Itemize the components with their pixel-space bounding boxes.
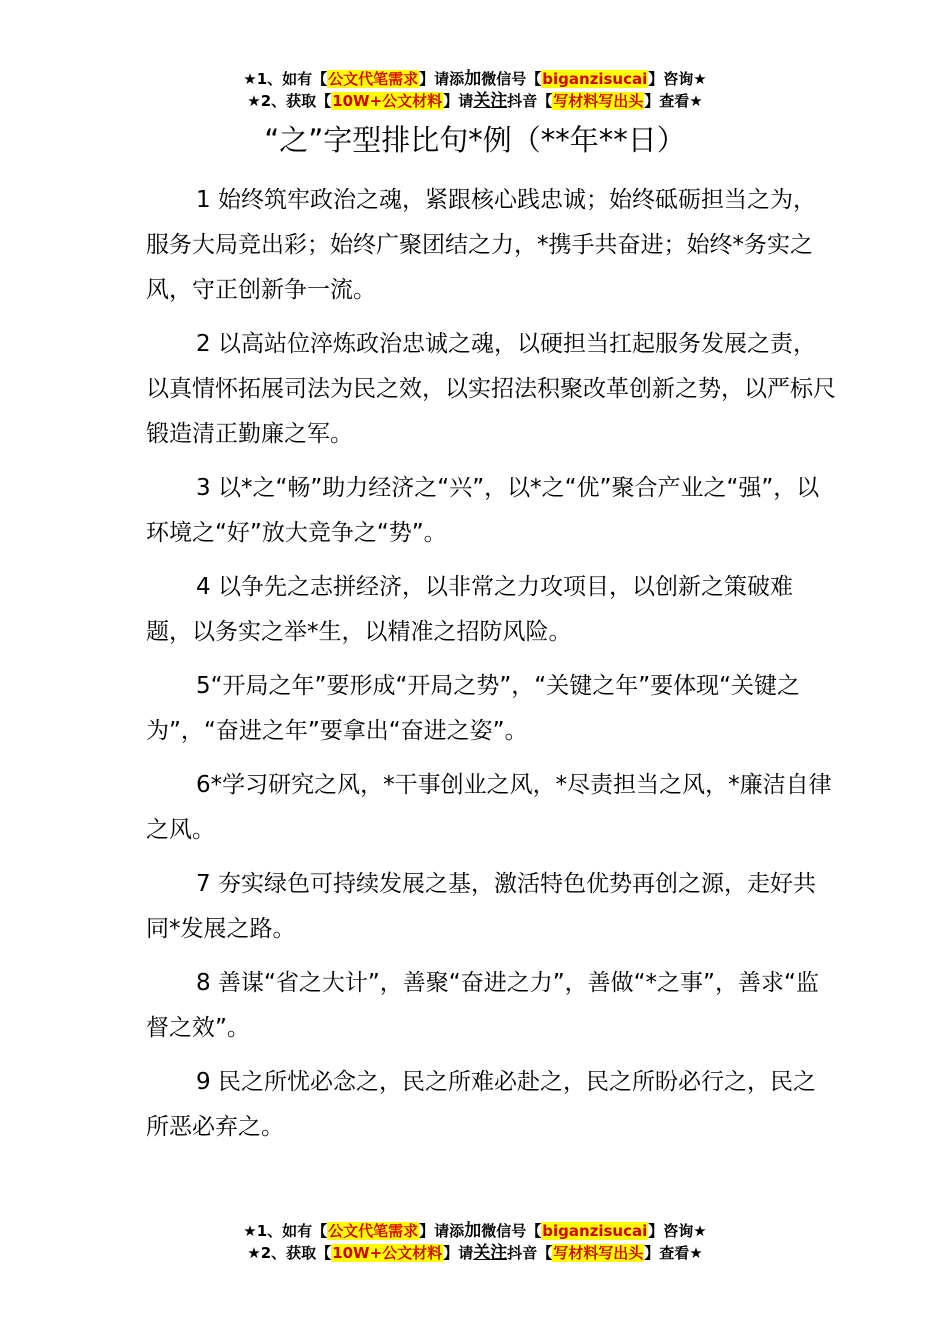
header-line-1: ★1、如有【公文代笔需求】请添加微信号【biganzisucai】咨询★ <box>243 69 707 89</box>
highlight-wechat-id: biganzisucai <box>542 1222 648 1240</box>
header-banner <box>0 68 950 112</box>
paragraph-8: 8 善谋“省之大计”，善聚“奋进之力”，善做“*之事”，善求“监督之效”。 <box>146 970 819 1041</box>
highlight-service: 公文代笔需求 <box>328 70 419 88</box>
document-title: “之”字型排比句*例（**年**日） <box>264 123 686 157</box>
footer-line-1: ★1、如有【公文代笔需求】请添加微信号【biganzisucai】咨询★ <box>243 1221 707 1241</box>
header-line-2: ★2、获取【10W+公文材料】请关注抖音【写材料写出头】查看★ <box>247 91 703 111</box>
paragraph-5: 5“开局之年”要形成“开局之势”，“关键之年”要体现“关键之为”，“奋进之年”要拿出“奋进之姿”。 <box>146 673 801 744</box>
highlight-wechat-id: biganzisucai <box>542 70 648 88</box>
highlight-materials: 10W+公文材料 <box>332 1244 443 1262</box>
paragraph-2: 2 以高站位淬炼政治忠诚之魂，以硬担当扛起服务发展之责，以真情怀拓展司法为民之效，以实招法积聚改革创新之势，以严标尺锻造清正勤廉之军。 <box>146 331 836 447</box>
paragraph-1: 1 始终筑牢政治之魂，紧跟核心践忠诚；始终砥砺担当之为，服务大局竞出彩；始终广聚团结之力，*携手共奋进；始终*务实之风，守正创新争一流。 <box>146 187 816 303</box>
footer-banner <box>0 1220 950 1264</box>
paragraph-3: 3 以*之“畅”助力经济之“兴”，以*之“优”聚合产业之“强”，以环境之“好”放大竞争之“势”。 <box>146 475 820 546</box>
paragraph-4: 4 以争先之志拼经济，以非常之力攻项目，以创新之策破难题，以务实之举*生，以精准之招防风险。 <box>146 574 793 645</box>
paragraph-6: 6*学习研究之风，*干事创业之风，*尽责担当之风，*廉洁自律之风。 <box>146 772 832 843</box>
paragraph-9: 9 民之所忧必念之，民之所难必赴之，民之所盼必行之，民之所恶必弃之。 <box>146 1069 816 1140</box>
highlight-service: 公文代笔需求 <box>328 1222 419 1240</box>
paragraph-7: 7 夯实绿色可持续发展之基，激活特色优势再创之源，走好共同*发展之路。 <box>146 871 816 942</box>
document-body <box>146 178 836 1159</box>
highlight-douyin: 写材料写出头 <box>553 92 644 110</box>
highlight-douyin: 写材料写出头 <box>553 1244 644 1262</box>
footer-line-2: ★2、获取【10W+公文材料】请关注抖音【写材料写出头】查看★ <box>247 1243 703 1263</box>
highlight-materials: 10W+公文材料 <box>332 92 443 110</box>
